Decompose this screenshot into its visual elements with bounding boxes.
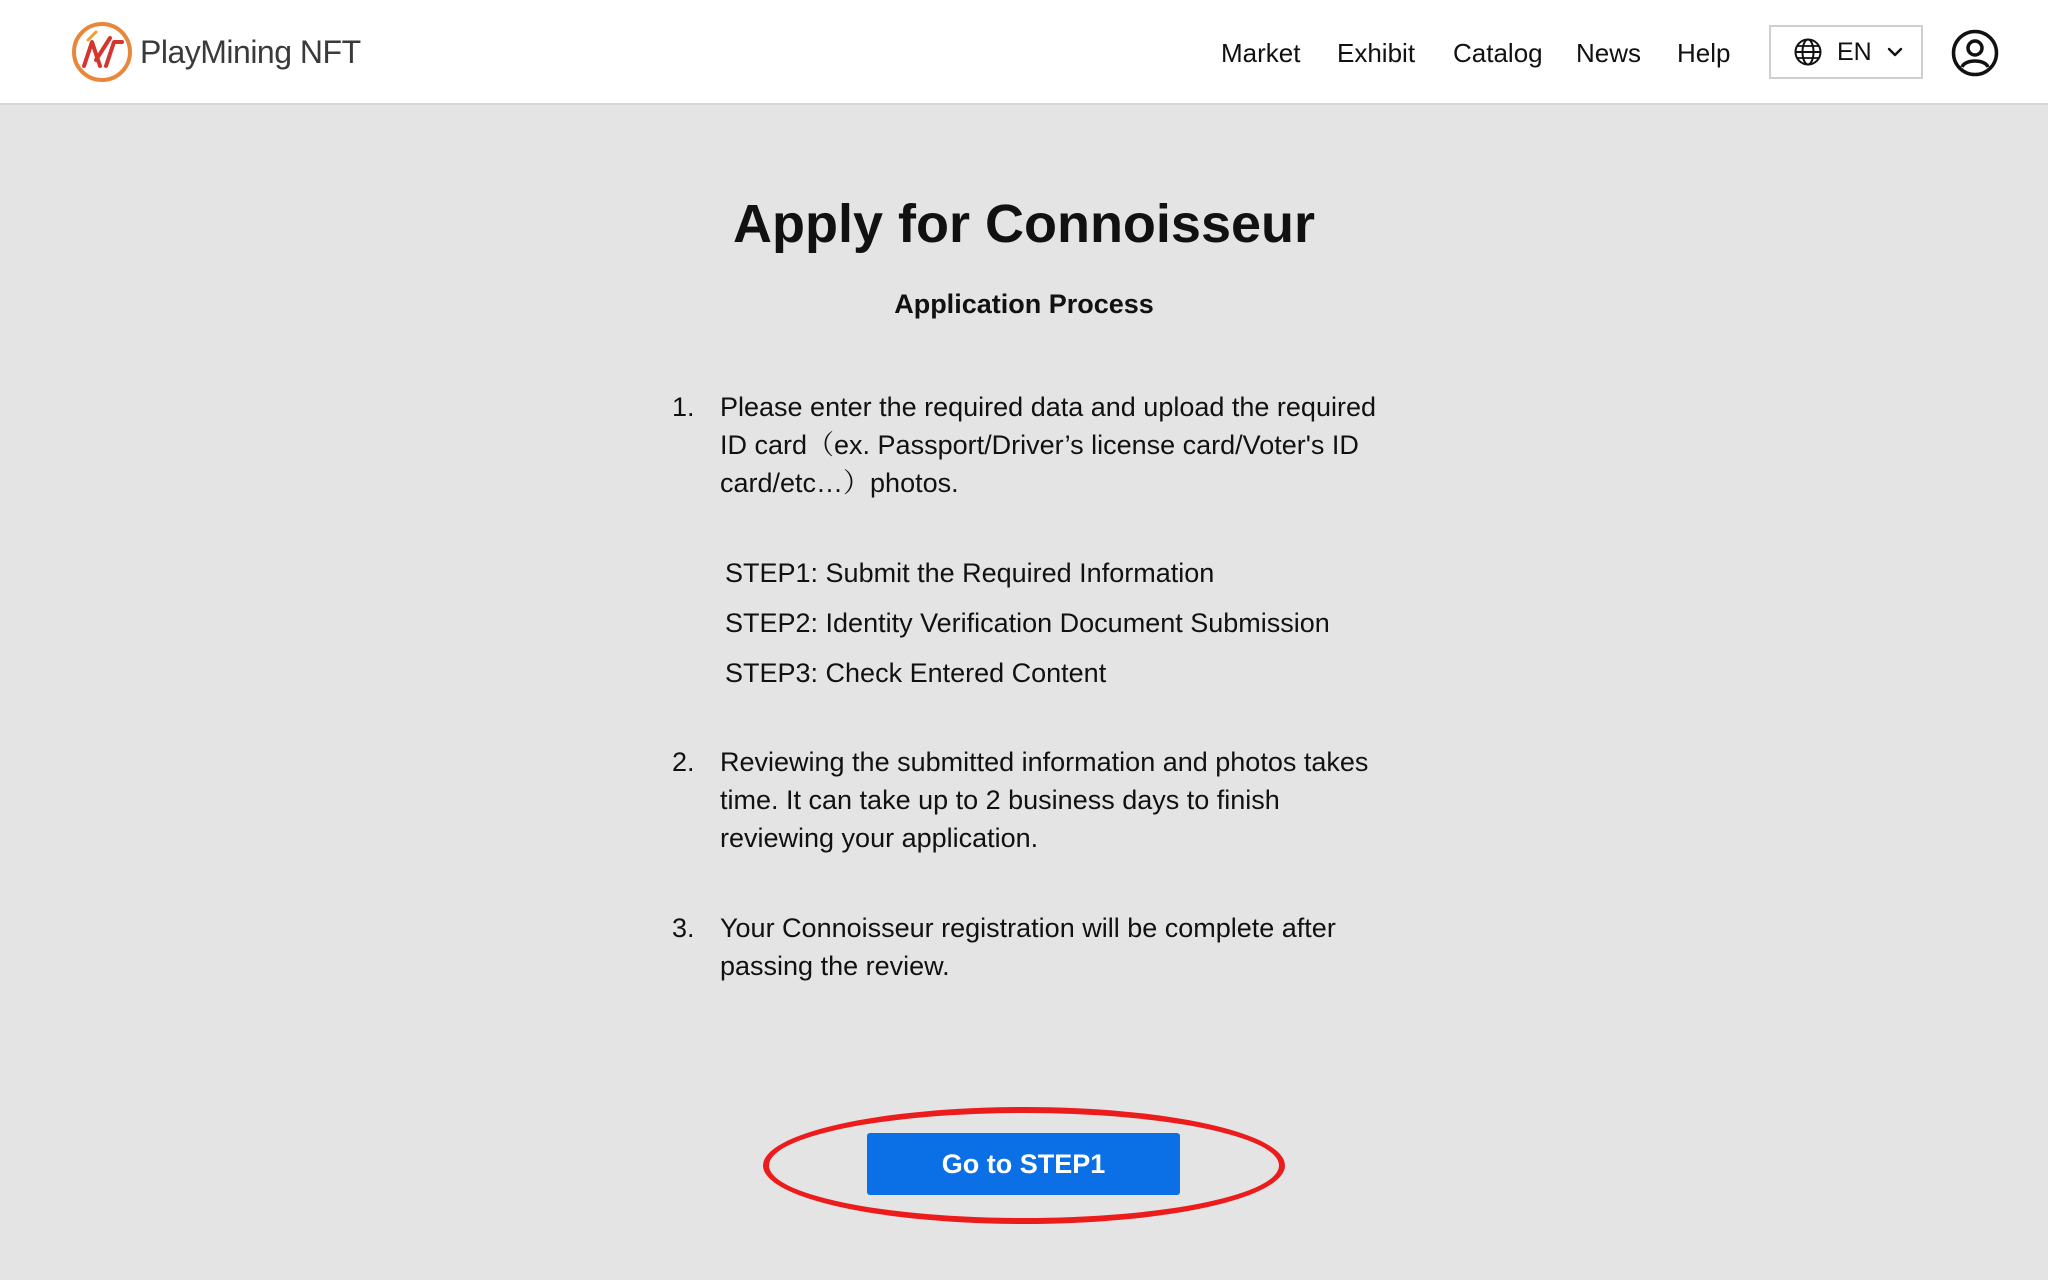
list-item-number: 2. bbox=[672, 747, 695, 777]
chevron-down-icon bbox=[1886, 43, 1904, 61]
nav-market[interactable]: Market bbox=[1221, 38, 1301, 68]
site-header bbox=[0, 0, 2048, 105]
step-list bbox=[725, 554, 1385, 704]
nav-news[interactable]: News bbox=[1576, 38, 1642, 68]
text-line: reviewing your application. bbox=[720, 823, 1039, 853]
step-item: STEP3: Check Entered Content bbox=[725, 658, 1107, 688]
text-line: Reviewing the submitted information and photos takes bbox=[720, 747, 1369, 777]
page-title: Apply for Connoisseur bbox=[732, 194, 1316, 254]
user-account-icon[interactable] bbox=[1951, 29, 1999, 77]
list-item-text bbox=[720, 388, 1380, 502]
go-to-step1-button[interactable]: Go to STEP1 bbox=[867, 1133, 1180, 1195]
text-line: Your Connoisseur registration will be complete after bbox=[720, 913, 1336, 943]
logo-text: PlayMining NFT bbox=[140, 33, 361, 70]
nav-help[interactable]: Help bbox=[1677, 38, 1731, 68]
list-item-number: 3. bbox=[672, 913, 695, 943]
logo[interactable] bbox=[70, 20, 361, 84]
list-item-number: 1. bbox=[672, 392, 695, 422]
nav-exhibit[interactable]: Exhibit bbox=[1337, 38, 1416, 68]
list-item-text bbox=[720, 743, 1380, 857]
text-line: passing the review. bbox=[720, 951, 950, 981]
globe-icon bbox=[1793, 37, 1823, 67]
language-code: EN bbox=[1837, 37, 1872, 66]
list-item-text bbox=[720, 909, 1380, 985]
text-line: ID card（ex. Passport/Driver’s license card/Voter's ID bbox=[720, 430, 1359, 460]
step-item: STEP1: Submit the Required Information bbox=[725, 558, 1215, 588]
nav-catalog[interactable]: Catalog bbox=[1453, 38, 1543, 68]
playmining-logo-icon bbox=[70, 20, 134, 84]
language-selector[interactable] bbox=[1769, 25, 1923, 79]
page-subtitle: Application Process bbox=[894, 289, 1154, 319]
step-item: STEP2: Identity Verification Document Submission bbox=[725, 608, 1330, 638]
text-line: Please enter the required data and upload the required bbox=[720, 392, 1376, 422]
text-line: card/etc…）photos. bbox=[720, 468, 959, 498]
text-line: time. It can take up to 2 business days to finish bbox=[720, 785, 1280, 815]
